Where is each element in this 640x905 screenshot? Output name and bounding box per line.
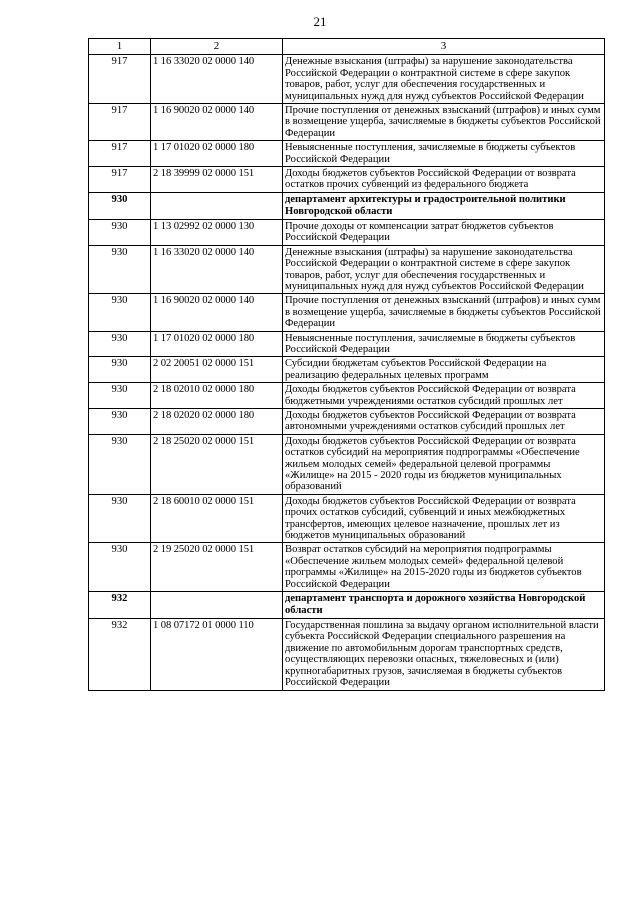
- budget-classification-code-cell: 2 02 20051 02 0000 151: [151, 357, 283, 383]
- budget-classification-code-cell: 1 16 33020 02 0000 140: [151, 245, 283, 294]
- revenue-description-cell: Доходы бюджетов субъектов Российской Федерации от возврата бюджетными учреждениями остатков субсидий прошлых лет: [283, 383, 605, 409]
- revenue-description-cell: Субсидии бюджетам субъектов Российской Федерации на реализацию федеральных целевых программ: [283, 357, 605, 383]
- budget-classification-code-cell: 1 16 90020 02 0000 140: [151, 104, 283, 141]
- revenue-description-cell: Доходы бюджетов субъектов Российской Федерации от возврата остатков субсидий на мероприятия подпрограммы «Обеспечение жильем молодых семей» федеральной целевой программы «Жилище» на 2015 - 2020 годы из бюджетов муниципальных образований: [283, 434, 605, 494]
- revenue-description-cell: Доходы бюджетов субъектов Российской Федерации от возврата прочих остатков субсидий, субвенций и иных межбюджетных трансфертов, имеющих целевое назначение, прошлых лет из бюджетов муниципальных образований: [283, 494, 605, 543]
- admin-code-cell: 930: [89, 543, 151, 592]
- admin-code-cell: 932: [89, 592, 151, 619]
- admin-code-cell: 930: [89, 219, 151, 245]
- revenue-table: [88, 38, 605, 691]
- admin-code-cell: 930: [89, 357, 151, 383]
- table-row: [89, 294, 605, 331]
- admin-code-cell: 930: [89, 434, 151, 494]
- admin-code-cell: 930: [89, 494, 151, 543]
- budget-classification-code-cell: [151, 192, 283, 219]
- budget-classification-code-cell: 2 18 25020 02 0000 151: [151, 434, 283, 494]
- table-row: [89, 543, 605, 592]
- table-row: [89, 357, 605, 383]
- table-row: [89, 245, 605, 294]
- department-header-row: [89, 192, 605, 219]
- revenue-description-cell: Прочие поступления от денежных взысканий (штрафов) и иных сумм в возмещение ущерба, зачисляемые в бюджеты субъектов Российской Федерации: [283, 294, 605, 331]
- budget-classification-code-cell: 2 18 02010 02 0000 180: [151, 383, 283, 409]
- table-row: [89, 434, 605, 494]
- admin-code-cell: 930: [89, 245, 151, 294]
- revenue-description-cell: Прочие доходы от компенсации затрат бюджетов субъектов Российской Федерации: [283, 219, 605, 245]
- revenue-description-cell: Возврат остатков субсидий на мероприятия подпрограммы «Обеспечение жильем молодых семей» федеральной целевой программы «Жилище» на 2015-2020 годы из бюджетов субъектов Российской Федерации: [283, 543, 605, 592]
- column-header-3: 3: [283, 39, 605, 55]
- budget-classification-code-cell: 1 16 33020 02 0000 140: [151, 55, 283, 104]
- budget-classification-code-cell: 1 08 07172 01 0000 110: [151, 619, 283, 690]
- revenue-description-cell: Денежные взыскания (штрафы) за нарушение законодательства Российской Федерации о контрактной системе в сфере закупок товаров, работ, услуг для обеспечения государственных и муниципальных нужд для нужд субъектов Российской Федерации: [283, 245, 605, 294]
- table-row: [89, 104, 605, 141]
- admin-code-cell: 930: [89, 408, 151, 434]
- revenue-description-cell: Доходы бюджетов субъектов Российской Федерации от возврата автономными учреждениями остатков субсидий прошлых лет: [283, 408, 605, 434]
- table-row: [89, 494, 605, 543]
- table-row: [89, 167, 605, 193]
- table-row: [89, 331, 605, 357]
- budget-classification-code-cell: 2 18 02020 02 0000 180: [151, 408, 283, 434]
- budget-classification-code-cell: 1 13 02992 02 0000 130: [151, 219, 283, 245]
- admin-code-cell: 930: [89, 383, 151, 409]
- admin-code-cell: 917: [89, 167, 151, 193]
- revenue-description-cell: Прочие поступления от денежных взысканий (штрафов) и иных сумм в возмещение ущерба, зачисляемые в бюджеты субъектов Российской Федерации: [283, 104, 605, 141]
- page-number: 21: [313, 14, 327, 29]
- budget-classification-code-cell: 1 16 90020 02 0000 140: [151, 294, 283, 331]
- department-header-row: [89, 592, 605, 619]
- table-body: [89, 55, 605, 690]
- revenue-description-cell: Невыясненные поступления, зачисляемые в бюджеты субъектов Российской Федерации: [283, 141, 605, 167]
- table-row: [89, 408, 605, 434]
- admin-code-cell: 932: [89, 619, 151, 690]
- revenue-description-cell: Денежные взыскания (штрафы) за нарушение законодательства Российской Федерации о контрактной системе в сфере закупок товаров, работ, услуг для обеспечения государственных и муниципальных нужд для нужд субъектов Российской Федерации: [283, 55, 605, 104]
- revenue-description-cell: Доходы бюджетов субъектов Российской Федерации от возврата остатков прочих субвенций из федерального бюджета: [283, 167, 605, 193]
- admin-code-cell: 930: [89, 294, 151, 331]
- admin-code-cell: 930: [89, 192, 151, 219]
- table-header-row: [89, 39, 605, 55]
- column-header-1: 1: [89, 39, 151, 55]
- budget-classification-code-cell: 2 19 25020 02 0000 151: [151, 543, 283, 592]
- table-row: [89, 219, 605, 245]
- revenue-description-cell: департамент транспорта и дорожного хозяйства Новгородской области: [283, 592, 605, 619]
- table-row: [89, 619, 605, 690]
- admin-code-cell: 917: [89, 141, 151, 167]
- revenue-description-cell: Невыясненные поступления, зачисляемые в бюджеты субъектов Российской Федерации: [283, 331, 605, 357]
- admin-code-cell: 917: [89, 55, 151, 104]
- revenue-description-cell: Государственная пошлина за выдачу органом исполнительной власти субъекта Российской Федерации специального разрешения на движение по автомобильным дорогам транспортных средств, осуществляющих перевозки опасных, тяжеловесных и (или) крупногабаритных грузов, зачисляемая в бюджеты субъектов Российской Федерации: [283, 619, 605, 690]
- table-row: [89, 383, 605, 409]
- table-row: [89, 141, 605, 167]
- budget-classification-code-cell: 2 18 60010 02 0000 151: [151, 494, 283, 543]
- budget-classification-code-cell: 2 18 39999 02 0000 151: [151, 167, 283, 193]
- budget-classification-code-cell: [151, 592, 283, 619]
- column-header-2: 2: [151, 39, 283, 55]
- table-row: [89, 55, 605, 104]
- budget-classification-code-cell: 1 17 01020 02 0000 180: [151, 331, 283, 357]
- budget-classification-code-cell: 1 17 01020 02 0000 180: [151, 141, 283, 167]
- admin-code-cell: 917: [89, 104, 151, 141]
- revenue-description-cell: департамент архитектуры и градостроительной политики Новгородской области: [283, 192, 605, 219]
- admin-code-cell: 930: [89, 331, 151, 357]
